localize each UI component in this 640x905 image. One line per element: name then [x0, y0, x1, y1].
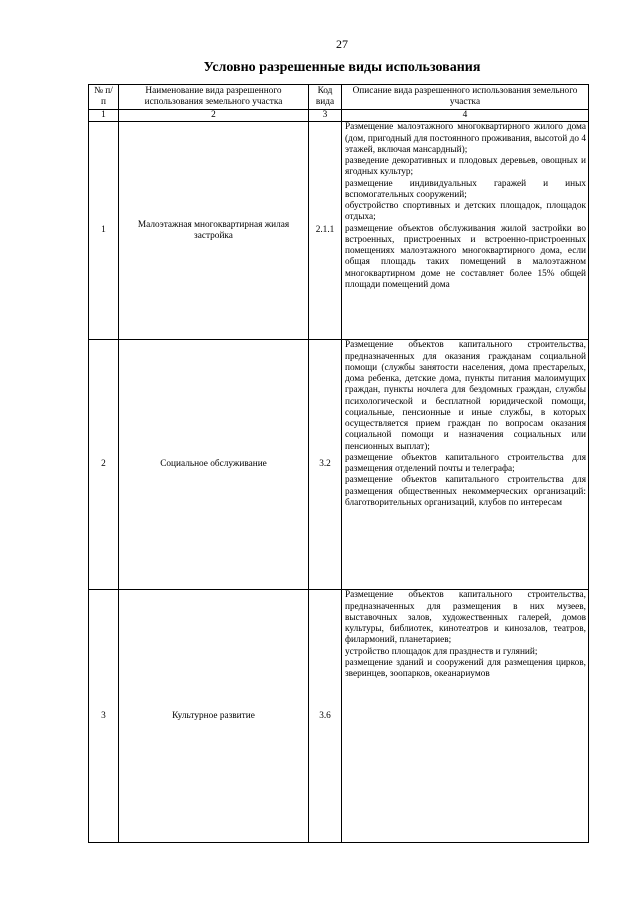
description-line: обустройство спортивных и детских площадок, площадок отдыха;	[345, 201, 586, 223]
page-title: Условно разрешенные виды использования	[203, 60, 481, 75]
row-number: 3	[89, 590, 119, 843]
row-number: 2	[89, 340, 119, 590]
page-number: 27	[336, 37, 348, 51]
description-line: размещение объектов капитального строительства для размещения отделений почты и телеграфа;	[345, 452, 586, 474]
description-line: устройство площадок для празднеств и гуляний;	[345, 646, 538, 657]
header-name: Наименование вида разрешенного использования земельного участка	[119, 85, 309, 110]
use-code: 2.1.1	[309, 122, 342, 340]
land-use-table	[88, 84, 589, 843]
use-description	[342, 122, 589, 340]
use-name: Культурное развитие	[119, 590, 309, 843]
use-description	[342, 340, 589, 590]
column-number-row	[89, 110, 589, 122]
use-code: 3.2	[309, 340, 342, 590]
table-row	[89, 340, 589, 590]
description-line: разведение декоративных и плодовых деревьев, овощных и ягодных культур;	[345, 156, 586, 178]
use-name: Социальное обслуживание	[119, 340, 309, 590]
description-line: размещение объектов капитального строительства для размещения общественных некоммерческих организаций: благотворительных организаций, клубов по интересам	[345, 475, 586, 508]
header-code: Код вида	[309, 85, 342, 110]
table-row	[89, 122, 589, 340]
column-number: 4	[342, 110, 589, 122]
column-number: 3	[309, 110, 342, 122]
description-line: Размещение объектов капитального строительства, предназначенных для оказания гражданам социальной помощи (службы занятости населения, дома престарелых, дома ребенка, детские дома, пункты питания малоимущих граждан, пункты ночлега для бездомных граждан, службы психологической и бесплатной юридической помощи, социальные, пенсионные и иные службы, в которых осуществляется прием граждан по вопросам оказания социальной помощи и назначения социальных или пенсионных выплат);	[345, 340, 586, 452]
table-header-row	[89, 85, 589, 110]
description-line: Размещение объектов капитального строительства, предназначенных для размещения в них музеев, выставочных залов, художественных галерей, домов культуры, библиотек, кинотеатров и кинозалов, театров, филармоний, планетариев;	[345, 590, 586, 646]
use-name: Малоэтажная многоквартирная жилая застройка	[119, 122, 309, 340]
header-description: Описание вида разрешенного использования земельного участка	[342, 85, 589, 110]
description-line: Размещение малоэтажного многоквартирного жилого дома (дом, пригодный для постоянного проживания, высотой до 4 этажей, включая мансардный);	[345, 122, 586, 155]
use-code: 3.6	[309, 590, 342, 843]
table-row	[89, 590, 589, 843]
description-line: размещение зданий и сооружений для размещения цирков, зверинцев, зоопарков, океанариумов	[345, 657, 586, 679]
column-number: 1	[89, 110, 119, 122]
use-description	[342, 590, 589, 843]
header-number: № п/п	[89, 85, 119, 110]
description-line: размещение индивидуальных гаражей и иных вспомогательных сооружений;	[345, 178, 586, 200]
description-line: размещение объектов обслуживания жилой застройки во встроенных, пристроенных и встроенно-пристроенных помещениях малоэтажного многоквартирного дома, если общая площадь таких помещений в малоэтажном многоквартирном доме не составляет более 15% общей площади помещений дома	[345, 223, 586, 290]
row-number: 1	[89, 122, 119, 340]
column-number: 2	[119, 110, 309, 122]
